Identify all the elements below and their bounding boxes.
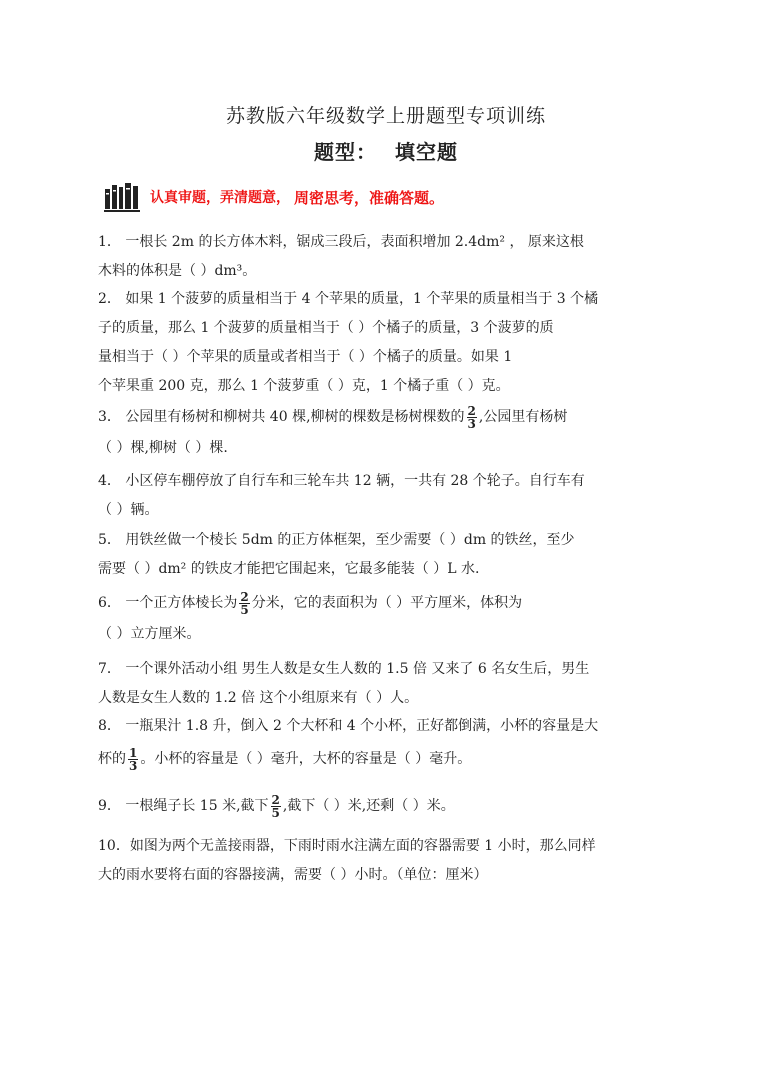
fraction-numerator: 2 <box>240 589 249 604</box>
question-line <box>98 741 678 777</box>
question-line: 人数是女生人数的 1.2 倍 这个小组原来有（ ）人。 <box>98 690 419 706</box>
instruction-banner <box>104 181 444 213</box>
instruction-text-1: 认真审题，弄清题意， <box>150 190 290 206</box>
fraction-numerator: 1 <box>129 745 138 760</box>
fraction-denominator: 5 <box>271 805 280 820</box>
fraction-numerator: 2 <box>467 403 476 418</box>
page-title: 苏教版六年级数学上册题型专项训练 <box>225 105 546 127</box>
question-line: 大的雨水要将右面的容器接满，需要（ ）小时。（单位：厘米） <box>98 867 488 883</box>
question-text: 9． 一根绳子长 15 米,截下 <box>98 798 269 814</box>
page-subtitle <box>0 136 772 165</box>
question-text: ,公园里有杨树 <box>478 409 568 425</box>
question-line: 4． 小区停车棚停放了自行车和三轮车共 12 辆，一共有 28 个轮子。自行车有 <box>98 473 585 489</box>
question-text: 3． 公园里有杨树和柳树共 40 棵,柳树的棵数是杨树棵数的 <box>98 409 465 425</box>
fraction-denominator: 3 <box>467 416 476 431</box>
question-4 <box>98 467 678 525</box>
question-2 <box>98 285 678 401</box>
question-line: 1． 一根长 2m 的长方体木料，锯成三段后，表面积增加 2.4dm² ， 原来这根 <box>98 234 584 250</box>
question-line <box>98 788 678 824</box>
question-line: 量相当于（ ）个苹果的质量或者相当于（ ）个橘子的质量。如果 1 <box>98 349 513 365</box>
instruction-text-2: 周密思考，准确答题。 <box>294 188 445 207</box>
question-text: 。小杯的容量是（ ）毫升，大杯的容量是（ ）毫升。 <box>140 751 472 767</box>
question-text: 6． 一个正方体棱长为 <box>98 595 238 611</box>
question-text: 分米，它的表面积为（ ）平方厘米，体积为 <box>251 595 523 611</box>
fraction <box>271 794 281 819</box>
subtitle-label: 题型： <box>314 140 377 164</box>
subtitle-value: 填空题 <box>395 140 458 164</box>
question-7 <box>98 655 678 713</box>
question-10 <box>98 832 678 890</box>
question-8 <box>98 712 678 777</box>
question-line: 8． 一瓶果汁 1.8 升，倒入 2 个大杯和 4 个小杯，正好都倒满，小杯的容量是大 <box>98 718 599 734</box>
question-6 <box>98 586 678 649</box>
question-line: 2． 如果 1 个菠萝的质量相当于 4 个苹果的质量，1 个苹果的质量相当于 3 个橘 <box>98 291 599 307</box>
question-line: 需要（ ）dm² 的铁皮才能把它围起来，它最多能装（ ）L 水. <box>98 561 480 577</box>
question-line: 子的质量，那么 1 个菠萝的质量相当于（ ）个橘子的质量，3 个菠萝的质 <box>98 320 554 336</box>
fraction-denominator: 3 <box>129 758 138 773</box>
fraction-denominator: 5 <box>240 602 249 617</box>
question-line: （ ）立方厘米。 <box>98 626 201 642</box>
question-1 <box>98 228 678 286</box>
question-line: 10．如图为两个无盖接雨器，下雨时雨水注满左面的容器需要 1 小时，那么同样 <box>98 838 596 854</box>
question-line <box>98 400 678 434</box>
question-text: 杯的 <box>98 751 126 767</box>
question-line: 木料的体积是（ ）dm³。 <box>98 263 257 279</box>
question-9 <box>98 788 678 824</box>
fraction <box>239 591 249 616</box>
fraction <box>467 405 477 430</box>
question-line: 个苹果重 200 克，那么 1 个菠萝重（ ）克，1 个橘子重（ ）克。 <box>98 378 510 394</box>
question-5 <box>98 526 678 584</box>
question-line <box>98 586 678 620</box>
question-line: （ ）辆。 <box>98 502 159 518</box>
question-3 <box>98 400 678 463</box>
question-line: 5． 用铁丝做一个棱长 5dm 的正方体框架，至少需要（ ）dm 的铁丝，至少 <box>98 532 575 548</box>
books-icon <box>104 181 140 213</box>
question-text: ,截下（ ）米,还剩（ ）米。 <box>282 798 455 814</box>
fraction <box>128 747 138 772</box>
question-line: （ ）棵,柳树（ ）棵. <box>98 440 228 456</box>
fraction-numerator: 2 <box>271 792 280 807</box>
question-line: 7． 一个课外活动小组 男生人数是女生人数的 1.5 倍 又来了 6 名女生后，男生 <box>98 661 590 677</box>
